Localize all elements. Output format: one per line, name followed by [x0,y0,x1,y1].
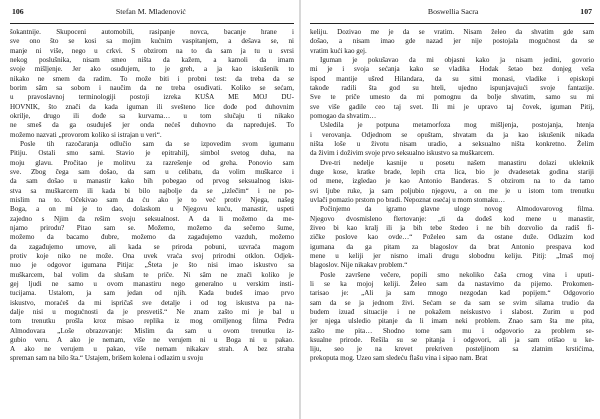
text-line: možemo nazvati „provorom koliko si istrajan u veri“. [10,130,162,139]
text-line: Počinjemo da igramo glavne uloge novog Almodovarovog filma. [320,205,594,214]
left-page-header [10,0,294,24]
text-line: Almodovara „Loše obrazovanje: Mislim da sam u ovom trenutku iz- [10,326,294,335]
text-line: prekoputa mog. Uzeo sam sledeću flašu vina i sipao nam. Brat [310,354,488,363]
text-line: možemo da bacamo đubre, možemo da zagađujemo vazduh, možemo [10,233,294,242]
text-line: da sam došao u manastir kako bih pobegao od prvog seksualnog isku- [10,177,294,186]
text-line: uvlači pomazio prstom po bradi. Nepoznat osećaj u mom stomaku… [310,195,506,204]
text-line: ksualne prirode. Rešila su se pitanja i odgovori, ali ja sam otišao u ke- [310,335,594,344]
text-line: došao, a nisam imao gde nazad jer nije postojala mogućnost da se [310,37,594,46]
text-line: zičke poslove kao ovde…“ Poželeo sam da ostane duže. Odlazim kod [310,233,594,242]
text-line: Boga, a on mi je to dao, dolaskom u Njegovu kuću, manastir, uspeti [10,205,294,214]
text-line: HOVNIK, što znači da kada iguman ili sveštenо lice dođe pod duhovnim [10,102,294,111]
left-page-text [10,24,294,364]
text-line: zajedno s Njim da rešim svoju seksualnost. A da li možemo da me- [10,214,294,223]
text-line: zašto me pita… Shodno tome sam mu i odgovorio za problem se- [310,326,594,335]
text-line: A ako ne verujem u pakao, više nemam nikakav strah. A bez straha [10,345,294,354]
text-line: Iguman je pokušavao da mi objasni kako ja nisam jedini, govorio [320,55,594,64]
text-line: moju glavu. Pročitao je molitvu za razrešenje od greha. Ponovio sam [10,158,294,167]
text-line: pomogao da shvatim… [310,111,377,120]
left-page [10,0,294,419]
text-line: stva sa muškarcem ili kada bi bilo najbolje da se „izlečim“ i ne po- [10,186,294,195]
text-line: Njegovo dvosmisleno flertovanje: „ti da dođeš kod mene u manastir, [310,214,594,223]
text-line: dalje nisi u mogućnosti da je presvetiš.“ Ne znam zašto mi je bal u [10,307,294,316]
text-line: tucijama. Ustalom, ja sam jedan od njih. Kada budeš imao prvo [10,289,294,298]
text-line: igumana da ga pitam za blagoslov da brat Antonio prespava kod [310,242,594,251]
text-line: protiv koje niko ne može. Ona uvek vraća svoj prirodni otklon. Odjek- [10,251,294,260]
text-line: Posle završene večere, popili smo nekoliko čaša crnog vina i uputi- [320,270,594,279]
text-line: iskustvo, moraćeš da mi ispričaš sve detalje i od tog iskustva pa na- [10,298,294,307]
text-line: mi je i svoja sećanja kako se vladika Hodak šetao bez donjeg veša [310,65,594,74]
text-line: duge kose, kratke brade, lepih crta lica, bio je dvadesetak godina stariji [310,167,594,176]
text-line: jer njega ulsledio pitanje da li imam neki problem. Znao sam šta me pita, [310,317,594,326]
text-line: vratim kući kao gej. [310,46,367,55]
running-head: Stefan M. Mladenović [115,7,186,16]
text-line: i verovanja. Odjednom se opuštam, shvatam da ja kao iskušenik nikada [310,130,594,139]
text-line: ništa loše u životu nisam uradio, a seksualno ništa konkretno. Želim [310,139,594,148]
right-page-header [310,0,594,24]
text-line: liju, seo je na krevet prekriven posteljinom sa zlatnim krstićima, [310,345,594,354]
text-line: mislim na to. Očekivao sam da ću ako je to već protiv Njega, našeg [10,195,294,204]
text-line: svi ljube ruke, ja sam poljubio njegovu, a on me je u istom tom trenutku [310,186,594,195]
text-line: gubio veru. A ako je nemam, više ne verujem ni u Boga ni u pakao. [10,335,294,344]
text-line: ispod mantije ušred Hilandara, da su sitni monasi, vladike i episkopi [310,74,594,83]
text-line: nuo je odgovor igumana Pitija: „Šteta je što nisi imao iskustvo sa [10,261,294,270]
text-line: sve ono što se kosi sa mojim kućnim vaspitanjem, a dešava se, ni [10,37,294,46]
text-line: Posle tih razočaranja odlučio sam da se izpovedim svom igumanu [20,139,294,148]
text-line: nekog poslušnika, nisam smeo ništa da kažem, a kamoli da imam [10,55,294,64]
text-line: gej ljudi ne samo u ovom manastiru nego generalno u verskim insti- [10,279,294,288]
text-line: keliju. Dozivao me je da se vratim. Nisam želeo da shvatim gde sam [310,28,594,36]
text-line: u pravoslavnoj terminologiji postoji izreka KUŠA ME MOJ DU- [10,93,294,102]
text-line: manje ni više, nego u crkvi. S obzirom na to da sam ja tu u svrsi [10,46,294,55]
right-page-text [310,24,594,364]
text-line: blagoslov. Nije nikakav problem.“ [310,261,408,270]
text-line: njamo prirodu? Pitao sam se. Možemo, možemo da sečemo šume, [10,223,294,232]
page-number: 106 [12,7,24,16]
text-line: Dve-tri nedelje kasnije u posetu našem manastiru dolazi ukleknik [320,158,594,167]
text-line: okrilje, drugo ili dođe sa kurvama… u tom slučaju ti nikako [10,111,294,120]
text-line: tarisao je: „Ali ja sam mnogo nezgodan kad popijem.“ Odgovorio [310,289,594,298]
text-line: budem izuađ situacije i ne pokažem neiskustvo i slabost. Zurim u pod [310,307,594,316]
text-line: borim sâm sa sobom i naučim da ne treba osuđivati. Koliko se sećam, [10,83,294,92]
page-gutter [299,0,301,419]
text-line: Sve te priče umesto da mi pomognu da bolje shvatim, samo su mi [310,93,594,102]
text-line: šokantnije. Skupoceni automobili, rasipanje novca, bacanje hrane i [10,28,294,36]
text-line: sve. Zbog čega sam došao, da sam u celibatu, da volim muškarce i [10,167,294,176]
text-line: li se ka mojoj keliji. Želeo sam da nastavimo da pijemo. Prokomen- [310,279,594,288]
text-line: od mene, izgledao je kao Antonio Banderas. S obzirom na to da tamo [310,177,594,186]
text-line: nikako ne smem da radim. To može biti i probni test: da treba da se [10,74,294,83]
text-line: sam da se ja jednom živi. Sećam se da sam se svim silama trudio da [310,298,594,307]
text-line: muškarcem, bal volim da slušam te priče. Ni sâm ne znači koliko je [10,270,294,279]
text-line: spreman sam na bilo šta.“ Ustajem, brišem kolena i odlazim u svoju [10,354,203,363]
text-line: Pitiju. Ostali smo sami. Stavio je epitrahilj, simbol svetog duha, na [10,149,294,158]
text-line: da živim i doživim svoje prvo seksualno iskustvo sa muškarcem. [310,149,495,158]
text-line: svoje mišljenje. Jer ako osuđujem, to je greh, a ja kao iskušenik to [10,65,294,74]
right-page [310,0,594,419]
text-line: takođe radili šta god su hteli, ujedno ispunjavajući svoje fantazije. [310,83,594,92]
text-line: sve više gadile ceo taj svet. Ili mi je upravo taj čovek, iguman Pitij, [310,102,594,111]
running-head: Boswellia Sacra [427,7,479,16]
text-line: živeo bi kao kralj ili ja bih tebe štedeo i ne bih dozvolio da radiš fi- [310,223,594,232]
page-number: 107 [580,7,592,16]
text-line: ne smeš da ga osuđuješ jer onda nećeš duhovno da napreduješ. To [10,121,294,130]
text-line: tom trenutku prošla kroz misao replika iz mog omiljenog filma Pedra [10,317,294,326]
text-line: da zagađujemo umove, ali kada se priroda pobuni, uzvraća magom [10,242,294,251]
text-line: Usledila je potpuna metamorfoza mog mišljenja, postojanja, htenja [320,121,594,130]
text-line: mene u keliji jer nismo imali drugu slobodnu keliju. Pitij: „Imaš moj [310,251,594,260]
